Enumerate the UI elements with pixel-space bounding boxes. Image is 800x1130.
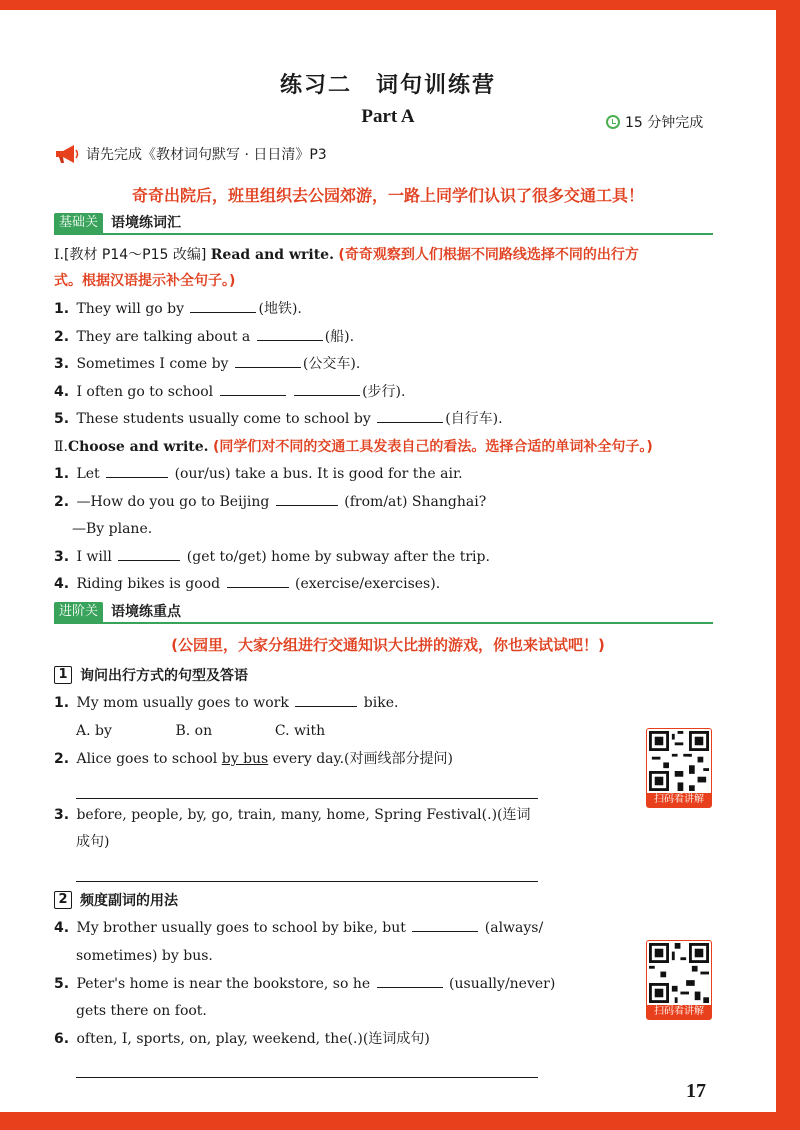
list-item-continuation: —By plane. [72,521,153,537]
qr-label: 扫码看讲解 [647,793,711,807]
megaphone-icon [54,143,80,165]
option-b[interactable]: B. on [175,723,213,739]
answer-blank[interactable] [412,917,478,932]
page-number: 17 [686,1080,706,1102]
qr-code-icon [649,731,709,791]
list-item: 2. Alice goes to school by bus every day.(对画线部分提问) [54,751,453,767]
section-title: 语境练重点 [111,604,182,620]
list-item: 4. My brother usually goes to school by bike, but (always/ [54,917,714,939]
clock-icon [606,115,620,129]
timer-text: 15 分钟完成 [625,115,704,131]
qr-code-icon [649,943,709,1003]
list-item: 1. Let (our/us) take a bus. It is good for the air. [54,463,714,485]
list-item: 3. before, people, by, go, train, many, home, Spring Festival(.)(连词 [54,807,531,823]
answer-line[interactable] [76,880,538,882]
answer-blank[interactable] [235,353,301,368]
list-item: 2. They are talking about a (船). [54,326,714,348]
answer-blank[interactable] [377,973,443,988]
option-row [76,720,736,742]
answer-blank[interactable] [118,546,180,561]
answer-blank[interactable] [220,381,286,396]
answer-blank[interactable] [227,573,289,588]
answer-blank[interactable] [377,408,443,423]
answer-blank[interactable] [190,298,256,313]
list-item: 3. Sometimes I come by (公交车). [54,353,714,375]
option-a[interactable]: A. by [76,723,112,739]
list-item: 3. I will (get to/get) home by subway after the trip. [54,546,714,568]
section-basic-header [54,213,713,235]
list-item: 1. They will go by (地铁). [54,298,714,320]
scene-intro: 奇奇出院后，班里组织去公园郊游，一路上同学们认识了很多交通工具！ [131,186,644,205]
list-item-continuation: sometimes) by bus. [76,948,213,964]
list-item-continuation: gets there on foot. [76,1003,207,1019]
answer-blank[interactable] [295,692,357,707]
option-c[interactable]: C. with [274,723,326,739]
part2-heading: Ⅱ.Choose and write. (同学们对不同的交通工具发表自己的看法。选择合适的单词补全句子。) [54,439,653,455]
list-item: 4. Riding bikes is good (exercise/exercises). [54,573,714,595]
part1-heading: Ⅰ.[教材 P14～P15 改编] Read and write. (奇奇观察到人们根据不同路线选择不同的出行方 [54,247,639,263]
answer-blank[interactable] [294,381,360,396]
qr-label: 扫码看讲解 [647,1005,711,1019]
pre-task [54,143,327,165]
list-item: 5. These students usually come to school by (自行车). [54,408,714,430]
group1-heading: 1 询问出行方式的句型及答语 [54,665,248,685]
section2-scene: (公园里，大家分组进行交通知识大比拼的游戏，你也来试试吧！) [171,636,605,654]
answer-blank[interactable] [257,326,323,341]
pre-task-text: 请先完成《教材词句默写 · 日日清》P3 [86,147,327,163]
answer-blank[interactable] [106,463,168,478]
answer-blank[interactable] [276,491,338,506]
timer [606,112,703,132]
list-item: 4. I often go to school (步行). [54,381,714,403]
group2-heading: 2 频度副词的用法 [54,890,178,910]
list-item-continuation: 成句) [76,834,110,850]
part-heading: Part A [361,106,415,127]
page-title: 练习二 词句训练营 [279,73,496,98]
group-number-box: 2 [54,891,72,909]
list-item: 5. Peter's home is near the bookstore, so he (usually/never) [54,973,714,995]
section-advanced-header [54,602,713,624]
answer-line[interactable] [76,1076,538,1078]
list-item: 2. —How do you go to Beijing (from/at) Shanghai? [54,491,714,513]
qr-code-card[interactable] [646,940,712,1020]
section-title: 语境练词汇 [111,215,182,231]
qr-code-card[interactable] [646,728,712,808]
section-tag: 进阶关 [54,602,103,622]
list-item: 1. My mom usually goes to work bike. [54,692,714,714]
section-tag: 基础关 [54,213,103,233]
answer-line[interactable] [76,797,538,799]
part1-note: 式。根据汉语提示补全句子。) [54,273,236,289]
list-item: 6. often, I, sports, on, play, weekend, the(.)(连词成句) [54,1031,430,1047]
group-number-box: 1 [54,666,72,684]
